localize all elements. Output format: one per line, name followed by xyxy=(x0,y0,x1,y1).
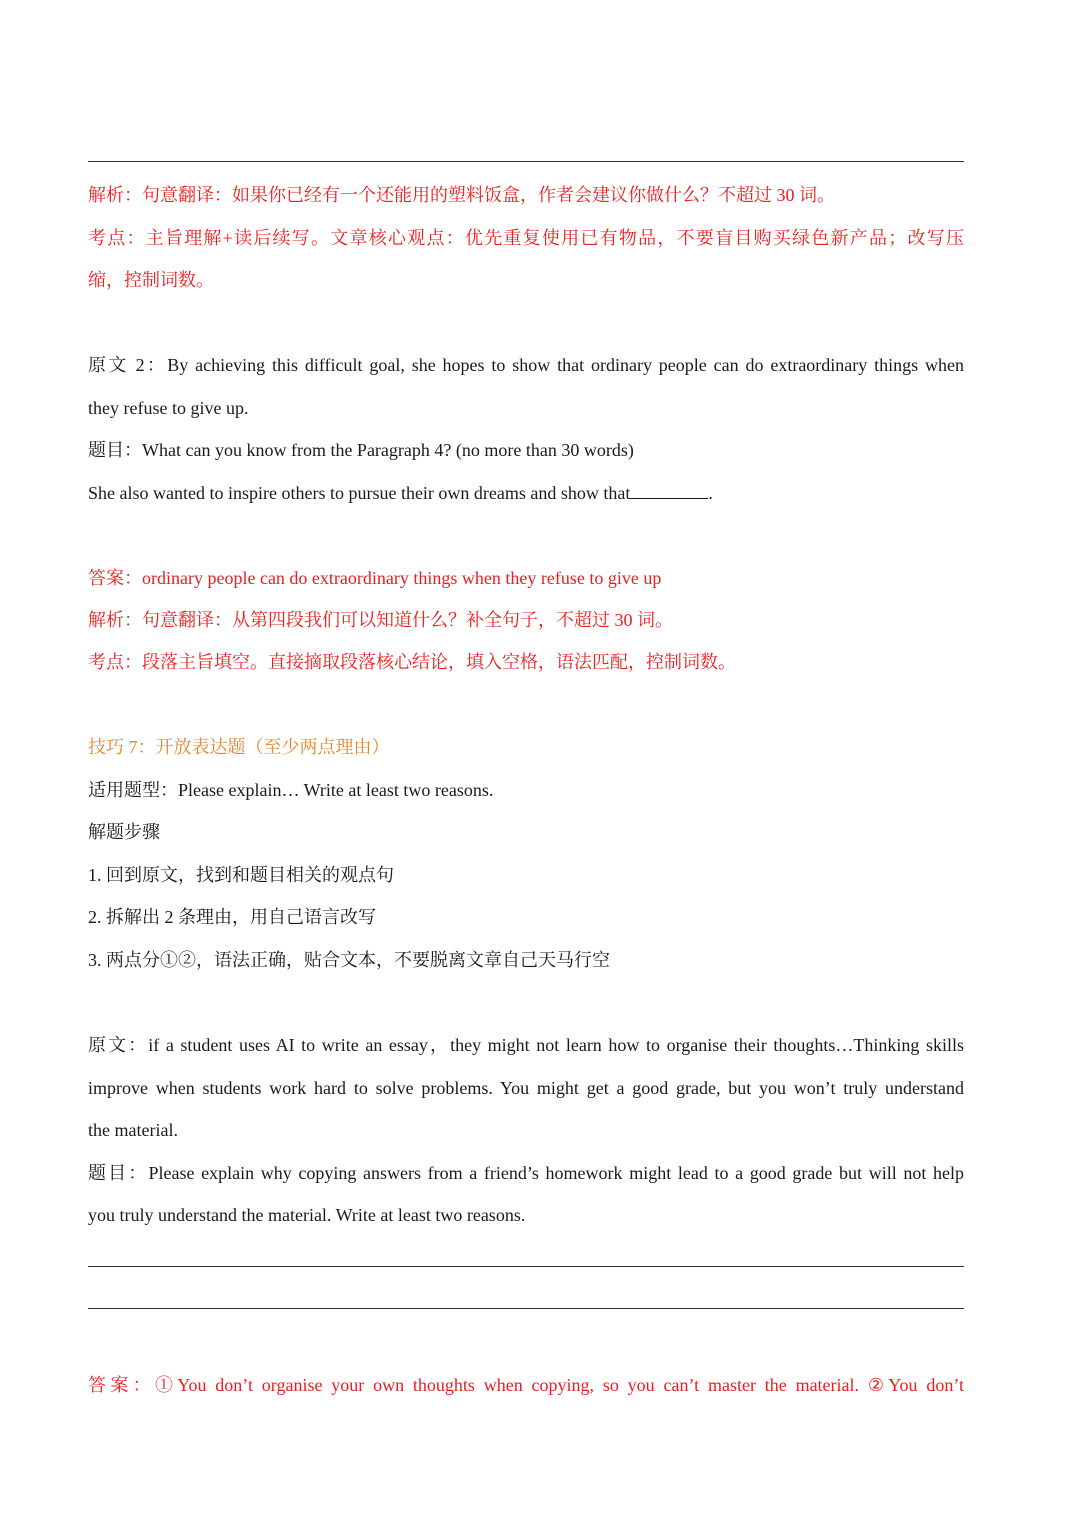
original-2-line1: 原文 2：By achieving this difficult goal, she hopes to show that ordinary people can do extraordinary things when xyxy=(88,355,964,375)
kaodian-2: 考点：段落主旨填空。直接摘取段落核心结论，填入空格，语法匹配，控制词数。 xyxy=(88,652,736,672)
applicable-type: 适用题型：Please explain… Write at least two reasons. xyxy=(88,780,494,800)
kaodian-1-line1: 考点：主旨理解+读后续写。文章核心观点：优先重复使用已有物品，不要盲目购买绿色新产品；改写压 xyxy=(88,228,964,248)
step-1: 1. 回到原文，找到和题目相关的观点句 xyxy=(88,865,394,885)
original-2-line2: they refuse to give up. xyxy=(88,398,249,418)
tip-7-heading: 技巧 7：开放表达题（至少两点理由） xyxy=(88,737,390,757)
answer-3-line1: 答案：①You don’t organise your own thoughts when copying, so you can’t master the material. ②You don’t xyxy=(88,1375,964,1395)
kaodian-1-line2: 缩，控制词数。 xyxy=(88,270,214,290)
answer-line-1[interactable] xyxy=(88,1266,964,1267)
top-rule xyxy=(88,161,964,162)
question-3-line1: 题目：Please explain why copying answers from a friend’s homework might lead to a good grade but will not help xyxy=(88,1163,964,1183)
analysis-2: 解析：句意翻译：从第四段我们可以知道什么？补全句子，不超过 30 词。 xyxy=(88,610,673,630)
fill-blank[interactable] xyxy=(630,480,708,499)
original-3-line2: improve when students work hard to solve problems. You might get a good grade, but you won’t truly understand xyxy=(88,1078,964,1098)
fill-sentence-2 xyxy=(88,480,964,506)
analysis-1: 解析：句意翻译：如果你已经有一个还能用的塑料饭盒，作者会建议你做什么？不超过 30 词。 xyxy=(88,185,835,205)
steps-title: 解题步骤 xyxy=(88,822,160,842)
answer-2: 答案：ordinary people can do extraordinary things when they refuse to give up xyxy=(88,568,662,588)
step-2: 2. 拆解出 2 条理由，用自己语言改写 xyxy=(88,907,376,927)
fill-prefix: She also wanted to inspire others to pursue their own dreams and show that xyxy=(88,483,631,503)
step-3: 3. 两点分①②，语法正确，贴合文本，不要脱离文章自己天马行空 xyxy=(88,950,610,970)
original-3-line3: the material. xyxy=(88,1120,178,1140)
answer-line-2[interactable] xyxy=(88,1308,964,1309)
question-3-line2: you truly understand the material. Write at least two reasons. xyxy=(88,1205,526,1225)
question-2: 题目：What can you know from the Paragraph 4? (no more than 30 words) xyxy=(88,440,634,460)
original-3-line1: 原文：if a student uses AI to write an essay，they might not learn how to organise their thoughts…Thinking skills xyxy=(88,1035,964,1055)
fill-suffix: . xyxy=(708,483,713,503)
